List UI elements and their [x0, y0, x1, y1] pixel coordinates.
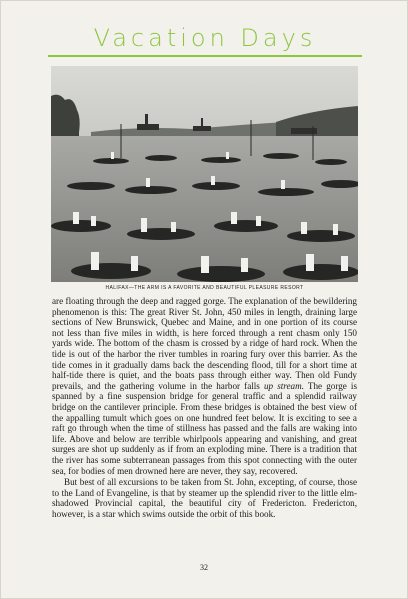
halifax-arm-photo	[51, 66, 358, 282]
photo-illustration	[51, 66, 358, 282]
header-rule	[48, 55, 362, 57]
paragraph-1-emphasis: up stream.	[263, 380, 304, 391]
paragraph-1-end: The gorge is spanned by a fine suspension bridge for general traffic and a splendid railway bridge on the cantilever principle. From these bridges is obtained the best view of the appalling tumult which goes on one hundred feet below. It is exciting to see a raft go through when the time of stillness has passed and the falls are waking into life. Above and below are terrible whirlpools appearing and vanishing, and great surges are shot up suddenly as if from an exploding mine. There is a tradition that the river has some subterranean passages from this spot connecting with the outer sea, for bodies of men drowned here are never, they say, recovered.	[52, 380, 357, 476]
paragraph-1-text: are floating through the deep and ragged gorge. The explanation of the bewildering phenomenon is this: The great River St. John, 450 miles in length, draining large sections of New Brunswick, Quebec and Maine, and in one portion of its course not less than five miles in width, is here forced through a rent chasm only 150 yards wide. The bottom of the chasm is crossed by a ridge of hard rock. When the tide is out of the harbor the river tumbles in roaring fury over this barrier. As the tide comes in it gradually dams back the descending flood, till for a short time at half-tide there is quiet, and the boats pass through either way. Then old Fundy prevails, and the gathering volume in the harbor falls	[52, 296, 357, 391]
body-text	[52, 296, 357, 519]
page-number: 32	[200, 563, 208, 572]
paragraph-1	[52, 296, 357, 476]
running-header: Vacation Days	[93, 24, 317, 52]
paragraph-2: But best of all excursions to be taken from St. John, excepting, of course, those to the Land of Evangeline, is that by steamer up the splendid river to the little elm-shadowed Provincial capital, the beautiful city of Fredericton. Fredericton, however, is a star which swims outside the orbit of this book.	[52, 477, 357, 519]
photo-caption: HALIFAX—THE ARM IS A FAVORITE AND BEAUTIFUL PLEASURE RESORT	[105, 285, 304, 291]
